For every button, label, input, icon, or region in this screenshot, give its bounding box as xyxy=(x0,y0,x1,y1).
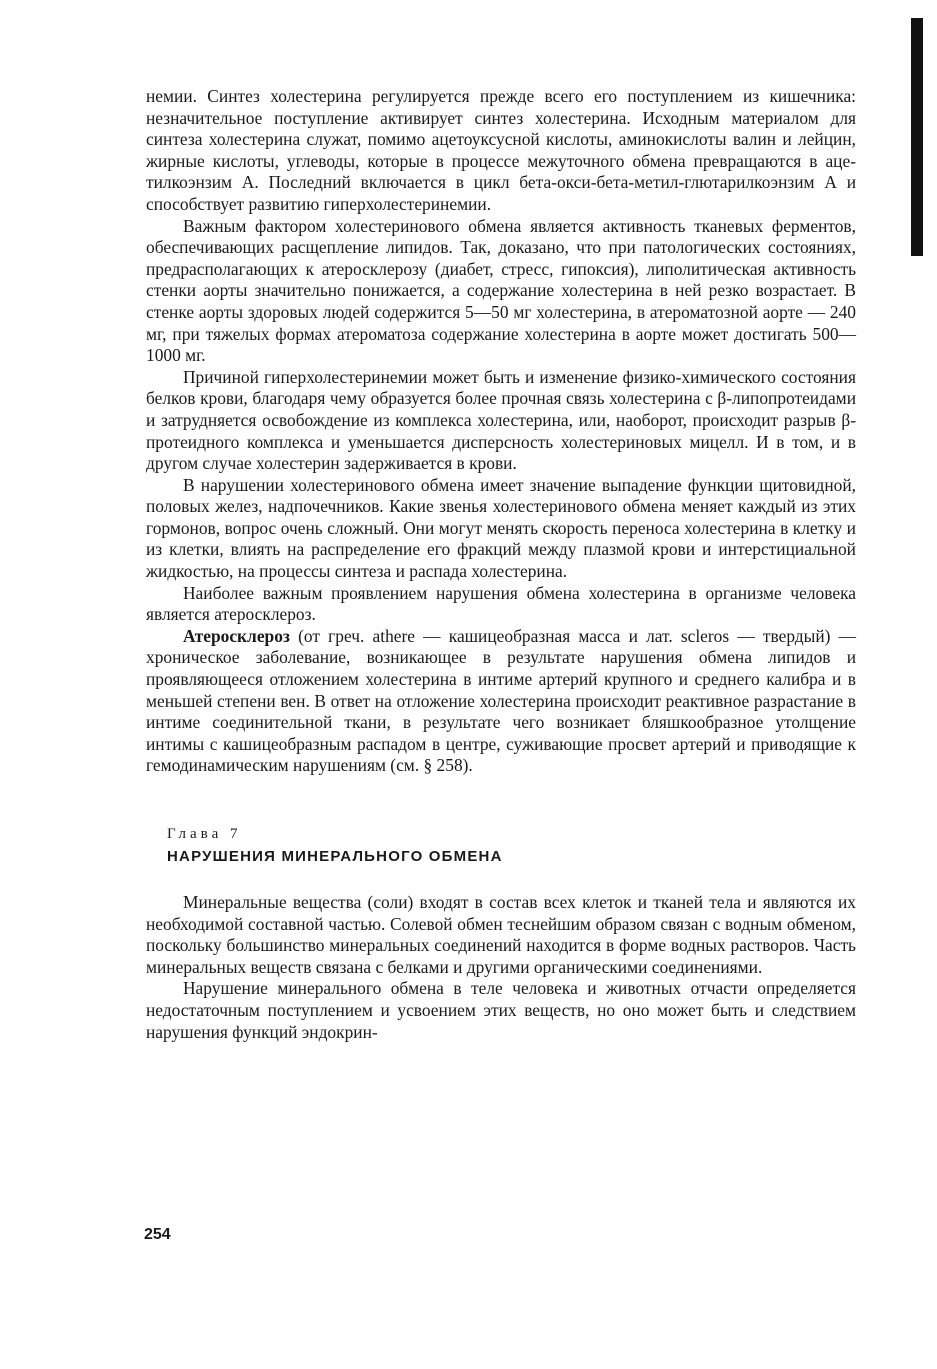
definition-text: (от греч. athere — кашицеобразная масса и лат. scleros — твердый) — хроническое заболевание, возникающее в результате нарушения обмена липидов и проявляющееся отложением холестерина в интиме артерий крупного и среднего калибра и в меньшей степени вен. В ответ на отложение холестерина происходит реактивное разрастание в интиме соединительной ткани, в результате чего возникает бляшкообразное утолщение интимы с кашицеобразным распадом в центре, суживающие просвет артерий и приводящие к гемодинамическим нарушениям (см. § 258). xyxy=(146,625,856,776)
chapter-title: НАРУШЕНИЯ МИНЕРАЛЬНОГО ОБМЕНА xyxy=(167,848,503,865)
scan-edge-mark xyxy=(911,18,923,256)
paragraph-cholesterol-synthesis: немии. Синтез холестерина регулируется прежде всего его поступлением из кишечника: незначительное поступление активирует синтез холестерина. Исходным материалом для синтеза холестерина служат, помимо ацетоуксусной кислоты, аминокислоты валин и лейцин, жирные кислоты, углеводы, которые в процессе межуточного обмена превращаются в ацетилкоэнзим А. Последний включается в цикл бета-окси-бета-метил-глютарилкоэнзим А и способствует развитию гиперхолестеринемии. xyxy=(146,86,856,214)
section-gap xyxy=(146,867,856,892)
paragraph-minerals: Минеральные вещества (соли) входят в состав всех клеток и тканей тела и являются их необходимой составной частью. Солевой обмен теснейшим образом связан с водным обменом, поскольку большинство минеральных соединений находится в форме водных растворов. Часть минеральных веществ связана с белками и другими органическими соединениями. xyxy=(146,892,856,977)
page-number: 254 xyxy=(144,1226,171,1243)
paragraph-hormones: В нарушении холестеринового обмена имеет значение выпадение функции щитовидной, половых желез, надпочечников. Какие звенья холестеринового обмена меняет каждый из этих гормонов, вопрос очень сложный. Они могут менять скорость переноса холестерина в клетку и из клетки, влиять на распределение его фракций между плазмой крови и интерстициальной жидкостью, на процессы синтеза и распада холестерина. xyxy=(146,474,856,582)
paragraph-tissue-enzymes: Важным фактором холестеринового обмена является активность тканевых ферментов, обеспечивающих расщепление липидов. Так, доказано, что при патологических состояниях, предрасполагающих к атеросклерозу (диабет, стресс, гипоксия), липолитическая активность стенки аорты значительно понижается, а содержание холестерина в ней резко возрастает. В стенке аорты здоровых людей содержится 5—50 мг холестерина, в атероматозной аорте — 240 мг, при тяжелых формах атероматоза содержание холестерина в аорте может достигать 500—1000 мг. xyxy=(146,215,856,366)
chapter-label: Глава 7 xyxy=(167,826,242,842)
paragraph-atherosclerosis-definition xyxy=(146,626,856,777)
book-page xyxy=(146,86,856,1043)
paragraph-hypercholesterolemia-cause: Причиной гиперхолестеринемии может быть и изменение физико-химического состояния белков крови, благодаря чему образуется более прочная связь холестерина с β-липопротеидами и затрудняется освобождение из комплекса холестерина, или, наоборот, происходит разрыв β-протеидного комплекса и уменьшается дисперсность холестериновых мицелл. И в том, и в другом случае холестерин задерживается в крови. xyxy=(146,366,856,474)
paragraph-mineral-disorder: Нарушение минерального обмена в теле человека и животных отчасти определяется недостаточным поступлением и усвоением этих веществ, но оно может быть и следствием нарушения функций эндокрин- xyxy=(146,978,856,1042)
term-atherosclerosis: Атеросклероз xyxy=(183,625,290,646)
paragraph-atherosclerosis-intro: Наиболее важным проявлением нарушения обмена холестерина в организме человека является атеросклероз. xyxy=(146,582,856,625)
